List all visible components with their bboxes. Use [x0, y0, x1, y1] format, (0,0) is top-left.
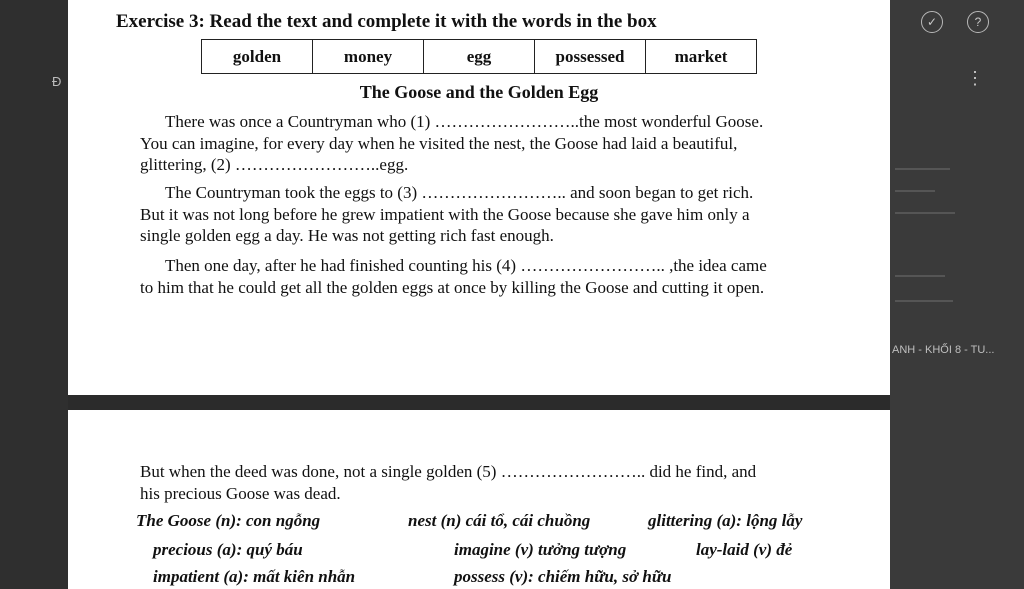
text-line: to him that he could get all the golden eggs at once by killing the Goose and cutting it open.: [140, 277, 765, 297]
help-icon[interactable]: ?: [967, 11, 989, 33]
vocab-item: lay-laid (v) đẻ: [696, 540, 793, 559]
vocab-item: nest (n) cái tổ, cái chuồng: [408, 511, 591, 530]
thumbnail-line: [895, 168, 950, 170]
text-line: There was once a Countryman who (1) ……………………..the most wonderful Goose.: [165, 112, 764, 131]
more-vert-icon[interactable]: ⋮: [966, 68, 984, 88]
word-box-cell: possessed: [535, 40, 646, 74]
word-box-cell: golden: [202, 40, 313, 74]
check-circle-icon[interactable]: ✓: [921, 11, 943, 33]
document-title-label[interactable]: ANH - KHỐI 8 - TU...: [892, 344, 995, 356]
text-line: Then one day, after he had finished counting his (4) …………………….. ,the idea came: [165, 256, 767, 275]
word-box: [201, 39, 757, 74]
document-page-1: [68, 0, 890, 395]
vocab-item: possess (v): chiếm hữu, sở hữu: [454, 567, 672, 586]
paragraph-4: [140, 461, 756, 504]
word-box-cell: egg: [424, 40, 535, 74]
exercise-title: Exercise 3: Read the text and complete it with the words in the box: [116, 11, 657, 32]
vocab-item: precious (a): quý báu: [153, 540, 303, 559]
vocab-item: imagine (v) tưởng tượng: [454, 540, 627, 559]
text-line: his precious Goose was dead.: [140, 483, 341, 503]
story-title: The Goose and the Golden Egg: [359, 82, 599, 102]
thumbnail-line: [895, 212, 955, 214]
left-panel-letter: Đ: [52, 74, 62, 89]
word-box-cell: money: [313, 40, 424, 74]
paragraph-2: [140, 182, 753, 247]
thumbnail-line: [895, 190, 935, 192]
text-line: You can imagine, for every day when he visited the nest, the Goose had laid a beautiful,: [140, 133, 738, 153]
text-line: glittering, (2) ……………………..egg.: [140, 155, 409, 174]
text-line: But when the deed was done, not a single golden (5) …………………….. did he find, and: [140, 462, 757, 481]
right-sidebar: [890, 0, 1024, 589]
thumbnail-line: [895, 275, 945, 277]
vocab-item: glittering (a): lộng lẫy: [648, 511, 803, 530]
paragraph-1: [140, 111, 763, 176]
vocab-item: The Goose (n): con ngỗng: [136, 511, 321, 530]
text-line: The Countryman took the eggs to (3) …………………….. and soon began to get rich.: [165, 183, 754, 202]
vocab-item: impatient (a): mất kiên nhẫn: [153, 567, 356, 586]
text-line: But it was not long before he grew impatient with the Goose because she gave him only a: [140, 204, 750, 224]
text-line: single golden egg a day. He was not getting rich fast enough.: [140, 226, 554, 245]
thumbnail-line: [895, 300, 953, 302]
word-box-cell: market: [646, 40, 757, 74]
document-page-2: [68, 410, 890, 589]
paragraph-3: [140, 255, 767, 298]
